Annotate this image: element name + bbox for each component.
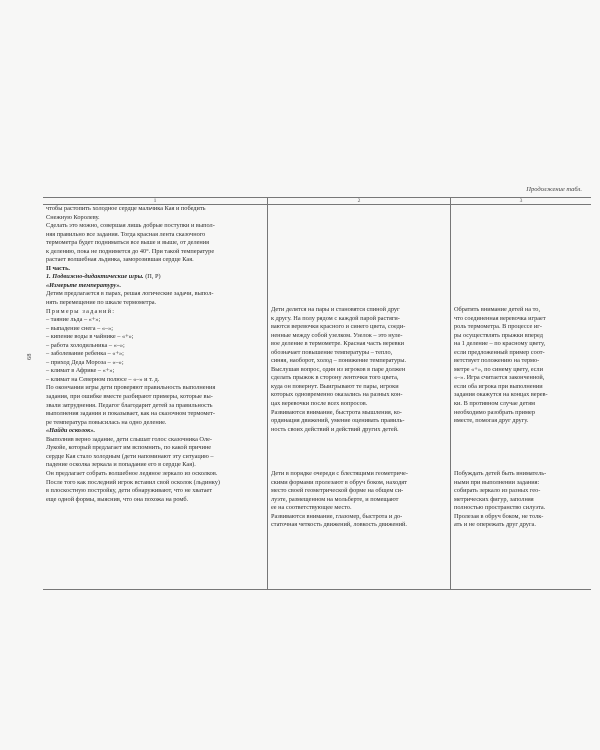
text-line: луэте, размещенном на мольберте, и помещают [271, 495, 399, 503]
text-line: цах веревочки после всех вопросов. [271, 400, 368, 408]
text-line: куда он повернут. Выигрывают те пары, игроки [271, 382, 399, 390]
text-line: ваются веревочки красного и синего цвета, соеди- [271, 323, 406, 331]
text-line: ветствует положению на термо- [454, 357, 540, 365]
example-item: – приход Деда Мороза – «–»; [46, 358, 124, 366]
text-line: Побуждать детей быть вниматель- [454, 470, 547, 477]
text-line: сердце Кая стало холодным (дети напоминают эту ситуацию – [46, 452, 214, 460]
example-item: – выпадение снега – «–»; [46, 324, 114, 332]
text-line: Развиваются внимание, глазомер, быстрота и до- [271, 512, 403, 520]
column-header-3: 3 [450, 198, 591, 205]
text-line: к другу. На полу рядом с каждой парой растяги- [271, 314, 400, 322]
text-line: если предложенный пример соот- [454, 348, 545, 356]
text-line: вое деление в термометре. Красная часть веревки [271, 340, 405, 348]
text-line: звали затруднения. Педагог благодарит детей за правильность [46, 401, 213, 409]
game-heading-label: 1. Подвижно-дидактические игры. [46, 273, 144, 281]
example-item: – таяние льда – «+»; [46, 316, 101, 324]
text-line: к делению, пока не поднимется до 40°. При такой температуре [46, 247, 215, 255]
text-line: Выслушав вопрос, один из игроков в паре должен [271, 365, 406, 373]
column-1-cell [43, 205, 267, 589]
text-line: Детям предлагается в парах, решая логические задачи, выпол- [46, 290, 214, 298]
game-2-description [271, 470, 447, 530]
example-item: – климат на Северном полюсе – «–» и т. д. [46, 375, 160, 383]
game-heading-tail: (П, Р) [143, 273, 161, 281]
examples-label: Примеры заданий: [46, 307, 116, 315]
game-name: «Измерьте температуру». [46, 281, 122, 289]
example-item: – заболевание ребенка – «+»; [46, 350, 124, 358]
text-line: Снежную Королеву. [46, 213, 100, 221]
text-line: Дети в порядке очереди с блестящими геометриче- [271, 470, 408, 477]
text-line: ать и не опережать друг друга. [454, 521, 536, 529]
example-item: – климат в Африке – «+»; [46, 367, 115, 375]
text-line: няя правильно все задания. Тогда красная лента сказочного [46, 230, 206, 238]
text-line: метре «+», по синему цвету, если [454, 365, 543, 373]
text-line: статочная четкость движений, ловкость движений. [271, 521, 407, 529]
text-line: Он предлагает собрать волшебное ледяное зеркало из осколков. [46, 469, 218, 477]
text-line: собирать зеркало из разных гео- [454, 487, 541, 495]
text-line: ее на соответствующее место. [271, 504, 352, 512]
text-line: Обратить внимание детей на то, [454, 306, 541, 313]
part-title: II часть. [46, 264, 70, 272]
text-line: После того как последний игрок вставил свой осколок (льдинку) [46, 478, 220, 486]
text-line: чтобы растопить холодное сердце мальчика Кая и победить [46, 205, 206, 212]
text-line: необходимо разобрать пример [454, 408, 535, 416]
text-line: выполнения задания и показывает, как на сказочном термомет- [46, 410, 215, 418]
text-line: Выполнив верно задание, дети слышат голос сказочника Оле- [46, 435, 213, 443]
text-line: ки. В противном случае детям [454, 400, 535, 408]
text-line: ность своих действий и действий других детей. [271, 425, 399, 433]
text-line: в плоскостную постройку, дети обнаруживают, что не хватает [46, 487, 213, 495]
text-line: метрических фигур, заполняя [454, 495, 534, 503]
text-line: ординация движений, умение оценивать правиль- [271, 417, 405, 425]
text-line: термометра будет подниматься все выше и выше, от деления [46, 239, 210, 247]
text-line: растает волшебная льдинка, заморозившая сердце Кая. [46, 256, 194, 264]
text-line: обозначает повышение температуры – тепло, [271, 348, 393, 356]
text-line: ры осуществлять прыжки вперед [454, 331, 543, 339]
methodology-table [43, 197, 591, 590]
game-heading [46, 273, 264, 282]
text-line: вместе, помогая друг другу. [454, 417, 529, 425]
text-line: Сделать это можно, совершая лишь добрые поступки и выпол- [46, 222, 215, 230]
text-line: задания окажутся на концах верев- [454, 391, 548, 399]
text-line: роль термометра. В процессе иг- [454, 323, 542, 331]
text-line: полностью пространство силуэта. [454, 504, 546, 512]
text-line: что соединенная веревочка играет [454, 314, 546, 322]
text-line: нять перемещение по шкале термометра. [46, 299, 157, 307]
text-line: синяя, наоборот, холод – понижение температуры. [271, 357, 407, 365]
column-header-2: 2 [267, 198, 450, 205]
text-line: которых одновременно оказались на разных кон- [271, 391, 403, 399]
text-line: Лукойе, который предлагает им вспомнить, по какой причине [46, 444, 212, 452]
text-line: Пролезая в обруч боком, не толк- [454, 512, 544, 520]
game-name: «Найди осколок». [46, 427, 96, 435]
column-2-cell [267, 205, 450, 589]
text-line: ными при выполнении задания: [454, 478, 540, 486]
example-item: – кипение воды в чайнике – «+»; [46, 333, 134, 341]
game-1-description [271, 306, 447, 434]
column-3-cell [450, 205, 591, 589]
page-number: 68 [26, 353, 33, 360]
text-line: «–». Игра считается законченной, [454, 374, 545, 382]
text-line: если оба игрока при выполнении [454, 382, 543, 390]
text-line: ненные между собой узелком. Узелок – это нуле- [271, 331, 403, 339]
game-1-guidance [454, 306, 588, 426]
continuation-label: Продолжение табл. [526, 186, 582, 193]
text-line: ре температура повысилась на одно деление. [46, 418, 167, 426]
text-line: сделать прыжок в сторону ленточки того цвета, [271, 374, 399, 382]
text-line: задания, при ошибке вместе разбирают примеры, которые вы- [46, 393, 213, 401]
text-line: Дети делятся на пары и становятся спиной друг [271, 306, 400, 313]
text-line: скими формами пролезают в обруч боком, находят [271, 478, 407, 486]
example-item: – работа холодильника – «–»; [46, 341, 125, 349]
text-line: на 1 деление – по красному цвету, [454, 340, 546, 348]
column-header-1: 1 [43, 198, 267, 205]
text-line: Развиваются внимание, быстрота мышления, ко- [271, 408, 402, 416]
game-2-guidance [454, 470, 588, 530]
text-line: По окончании игры дети проверяют правильность выполнения [46, 384, 216, 392]
text-line: еще одной формы, выяснив, что она похожа на ромб. [46, 495, 189, 503]
text-line: падение осколка зеркала и попадание его в сердце Кая). [46, 461, 196, 469]
text-line: место своей геометрической форме на общем си- [271, 487, 404, 495]
